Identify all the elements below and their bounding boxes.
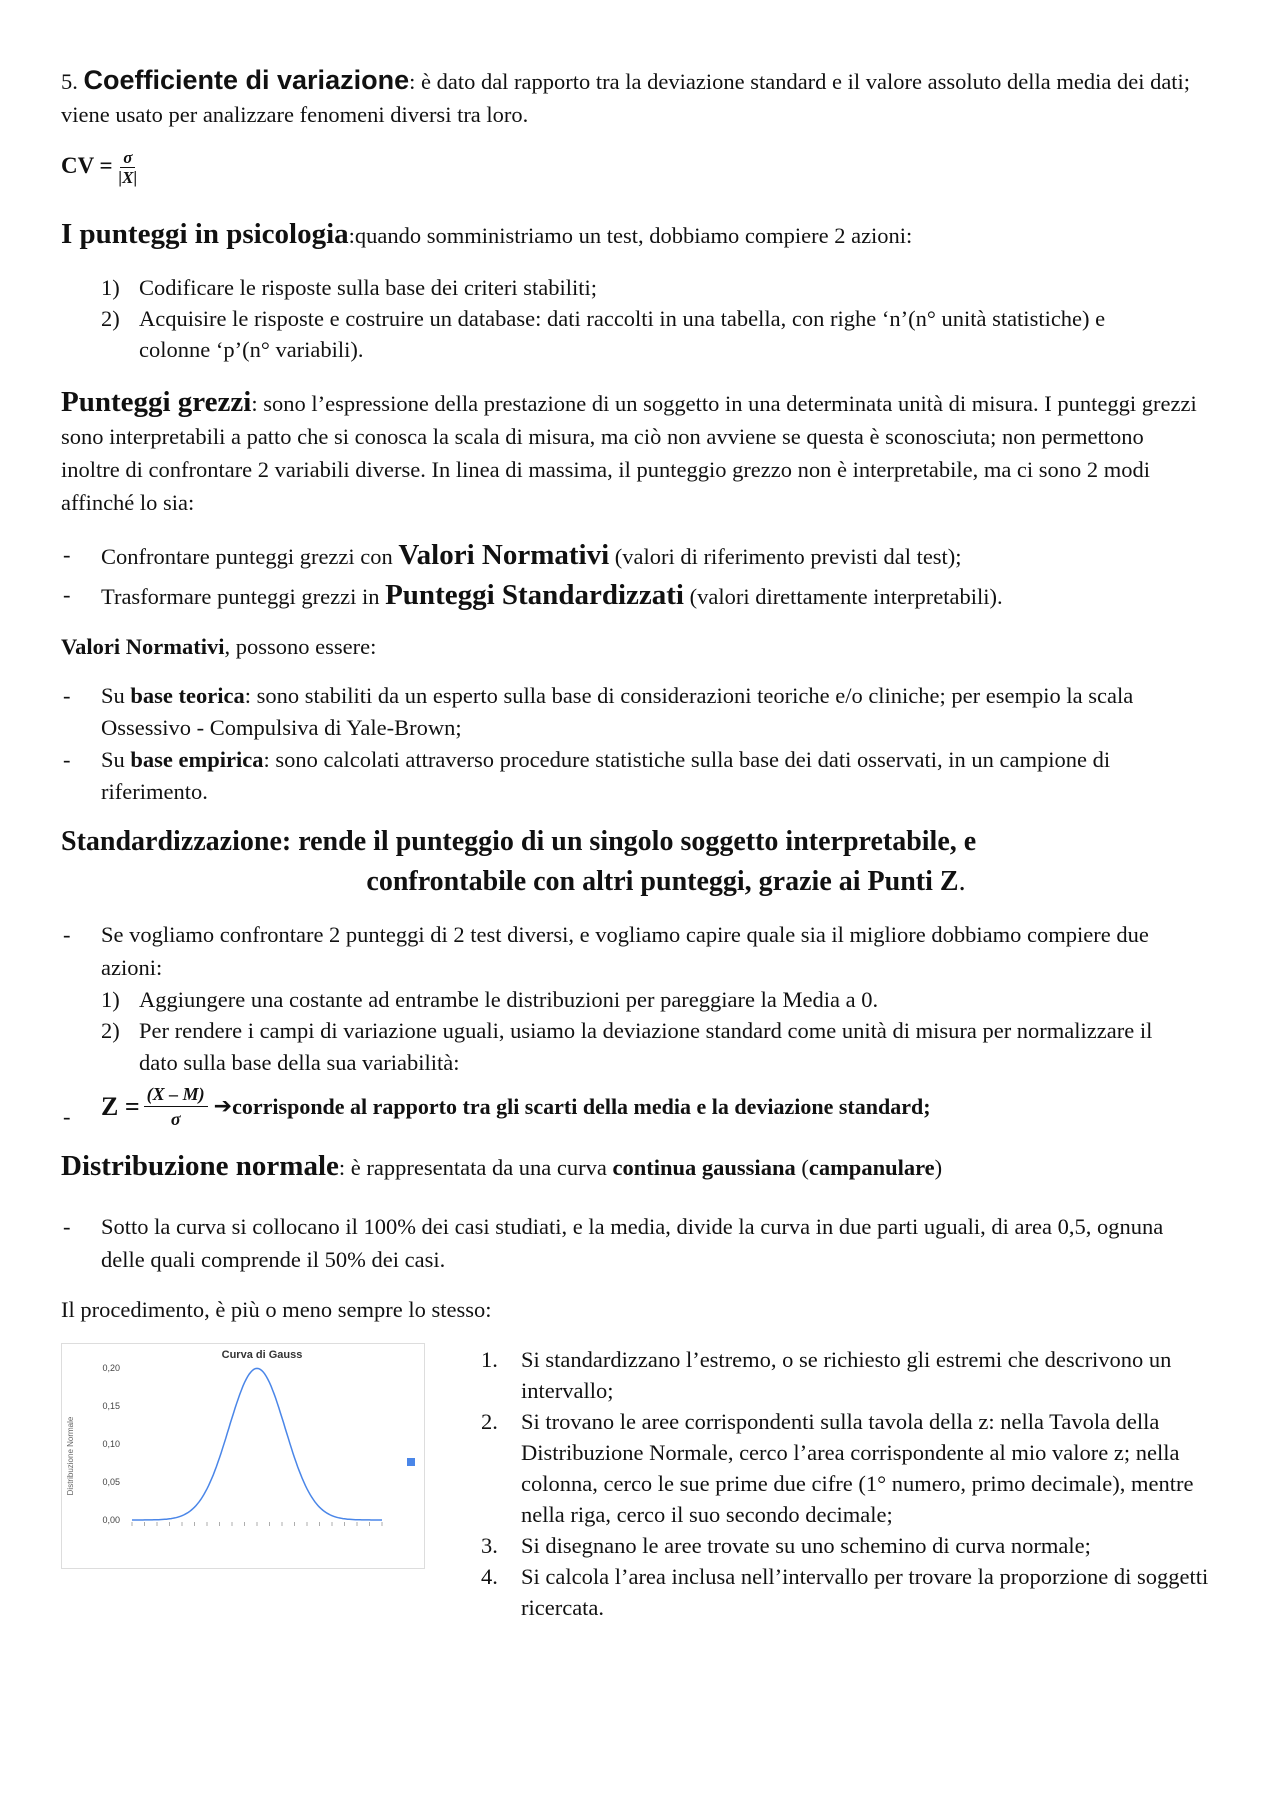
list-number: 1) (101, 275, 120, 300)
list-item (61, 272, 1141, 303)
list-item (61, 576, 1201, 616)
list-item (61, 1210, 1211, 1276)
list-item (61, 536, 1201, 576)
psicologia-paragraph (61, 218, 1231, 252)
y-tick-label: 0,05 (102, 1477, 120, 1487)
cv-formula-numerator: σ (120, 148, 135, 168)
cv-formula-fraction (118, 148, 137, 187)
list-text: Codificare le risposte sulla base dei criteri stabiliti; (139, 275, 597, 300)
list-item (61, 680, 1211, 744)
normale-bold: continua gaussiana (612, 1155, 796, 1180)
list-text: Si disegnano le aree trovate su uno schemino di curva normale; (521, 1533, 1091, 1558)
gauss-chart (61, 1343, 425, 1569)
cv-formula-lhs: CV = (61, 152, 113, 178)
list-text: Acquisire le risposte e costruire un database: dati raccolti in una tabella, con righe ‘n’(n° unità statistiche) e colonne ‘p’(n° variabili). (139, 306, 1106, 362)
psicologia-list (61, 272, 1141, 365)
normativi-title: Valori Normativi (61, 634, 225, 659)
list-text: Su (101, 747, 131, 772)
standardizzazione-title-line2-wrap (61, 862, 1231, 902)
list-text: Se vogliamo confrontare 2 punteggi di 2 test diversi, e vogliamo capire quale sia il migliore dobbiamo compiere due azioni: (101, 922, 1149, 980)
arrow-icon: ➔ (213, 1094, 233, 1119)
standardizzazione-steps (61, 984, 1161, 1079)
list-item (481, 1530, 1241, 1561)
z-formula-lhs: Z = (101, 1091, 140, 1121)
list-item (481, 1406, 1241, 1530)
dash: - (63, 1104, 71, 1129)
list-number: 3. (481, 1533, 498, 1558)
punteggi-standardizzati-bold: Punteggi Standardizzati (385, 579, 684, 611)
list-text: Su (101, 683, 131, 708)
list-text: : sono stabiliti da un esperto sulla base di considerazioni teoriche e/o cliniche; per esempio la scala Ossessivo - Compulsiva di Yale-Brown; (101, 683, 1134, 740)
list-text: (valori direttamente interpretabili). (683, 584, 1003, 609)
list-item (61, 744, 1211, 808)
y-tick-label: 0,10 (102, 1439, 120, 1449)
list-text: Si trovano le aree corrispondenti sulla tavola della z: nella Tavola della Distribuzione Normale, cerco l’area corrispondente al mio valore z; nella colonna, cerco le sue prime due cifre (1° numero, primo decimale), mentre nella riga, cerco il suo secondo decimale; (521, 1409, 1194, 1527)
standardizzazione-intro-list (61, 918, 1191, 984)
grezzi-paragraph (61, 386, 1201, 519)
standardizzazione-title-line2: confrontabile con altri punteggi, grazie ai Punti Z (366, 866, 959, 897)
list-number: 2. (481, 1409, 498, 1434)
normale-text: ( (795, 1155, 809, 1180)
normativi-list (61, 680, 1211, 808)
y-tick-label: 0,00 (102, 1515, 120, 1525)
valori-normativi-bold: Valori Normativi (398, 539, 610, 571)
list-text: Sotto la curva si collocano il 100% dei casi studiati, e la media, divide la curva in due parti uguali, di area 0,5, ognuna delle quali comprende il 50% dei casi. (101, 1214, 1164, 1272)
standardizzazione-heading (61, 822, 1231, 902)
normale-text: : è rappresentata da una curva (338, 1155, 613, 1180)
legend-swatch (407, 1458, 415, 1466)
normativi-text: , possono essere: (224, 634, 377, 659)
psicologia-text: :quando somministriamo un test, dobbiamo compiere 2 azioni: (348, 223, 913, 248)
base-empirica-bold: base empirica (130, 747, 264, 772)
grezzi-text: : sono l’espressione della prestazione di un soggetto in una determinata unità di misura. I punteggi grezzi sono interpretabili a patto che si conosca la scala di misura, ma ciò non avviene se questa è sconosciuta; non permettono inoltre di confrontare 2 variabili diverse. In linea di massima, il punteggio grezzo non è interpretabile, ma ci sono 2 modi affinché lo sia: (61, 391, 1197, 515)
gauss-chart-svg (62, 1344, 424, 1568)
chart-ylabel: Distribuzione Normale (66, 1416, 75, 1496)
list-text: (valori di riferimento previsti dal test); (609, 544, 962, 569)
chart-title: Curva di Gauss (221, 1349, 303, 1361)
normale-title: Distribuzione normale (61, 1150, 339, 1182)
list-text: Si calcola l’area inclusa nell’intervallo per trovare la proporzione di soggetti ricercata. (521, 1564, 1209, 1620)
normativi-paragraph (61, 630, 376, 663)
list-number: 1. (481, 1347, 498, 1372)
list-number: 4. (481, 1564, 498, 1589)
list-item (481, 1561, 1241, 1623)
z-formula-text: corrisponde al rapporto tra gli scarti della media e la deviazione standard; (232, 1093, 931, 1119)
grezzi-title: Punteggi grezzi (61, 386, 252, 418)
z-formula (101, 1082, 931, 1131)
section5-text: : è dato dal rapporto tra la deviazione standard e il valore assoluto della media dei dati; viene usato per analizzare fenomeni diversi tra loro. (61, 69, 1191, 127)
section5-paragraph (61, 64, 1231, 131)
psicologia-title: I punteggi in psicologia (61, 218, 349, 250)
y-axis (102, 1363, 120, 1525)
normale-text: ) (934, 1155, 943, 1180)
section5-prefix: 5. (61, 69, 84, 94)
list-number: 2) (101, 306, 120, 331)
list-item (61, 1015, 1161, 1079)
list-text: Trasformare punteggi grezzi in (101, 584, 386, 609)
procedimento-text: Il procedimento, è più o meno sempre lo stesso: (61, 1297, 492, 1322)
list-number: 2) (101, 1018, 120, 1043)
y-tick-label: 0,15 (102, 1401, 120, 1411)
gauss-series-line (132, 1368, 382, 1520)
standardizzazione-title-end: . (958, 866, 966, 897)
cv-formula-denominator: |X| (118, 168, 138, 187)
list-number: 1) (101, 987, 120, 1012)
list-text: Aggiungere una costante ad entrambe le distribuzioni per pareggiare la Media a 0. (139, 987, 879, 1012)
standardizzazione-title-line1: Standardizzazione: rende il punteggio di un singolo soggetto interpretabile, e (61, 826, 977, 857)
section5-title: Coefficiente di variazione (83, 65, 410, 95)
normale-paragraph (61, 1150, 1231, 1184)
normale-list (61, 1210, 1211, 1276)
list-item (61, 303, 1141, 365)
procedure-steps (481, 1344, 1241, 1623)
grezzi-list (61, 536, 1201, 616)
base-teorica-bold: base teorica (130, 683, 245, 708)
list-text: Per rendere i campi di variazione uguali, usiamo la deviazione standard come unità di misura per normalizzare il dato sulla base della sua variabilità: (139, 1018, 1153, 1075)
z-formula-numerator: (X – M) (144, 1082, 208, 1107)
list-text: Confrontare punteggi grezzi con (101, 544, 399, 569)
list-text: Si standardizzano l’estremo, o se richiesto gli estremi che descrivono un intervallo; (521, 1347, 1172, 1403)
x-axis (132, 1522, 382, 1526)
z-formula-fraction (144, 1082, 208, 1131)
normale-bold: campanulare (808, 1155, 935, 1180)
z-formula-denominator: σ (170, 1109, 181, 1129)
list-text: : sono calcolati attraverso procedure statistiche sulla base dei dati osservati, in un campione di riferimento. (101, 747, 1111, 804)
list-item (61, 984, 1161, 1015)
list-item (481, 1344, 1241, 1406)
list-item (61, 918, 1191, 984)
cv-formula (61, 148, 137, 187)
y-tick-label: 0,20 (102, 1363, 120, 1373)
